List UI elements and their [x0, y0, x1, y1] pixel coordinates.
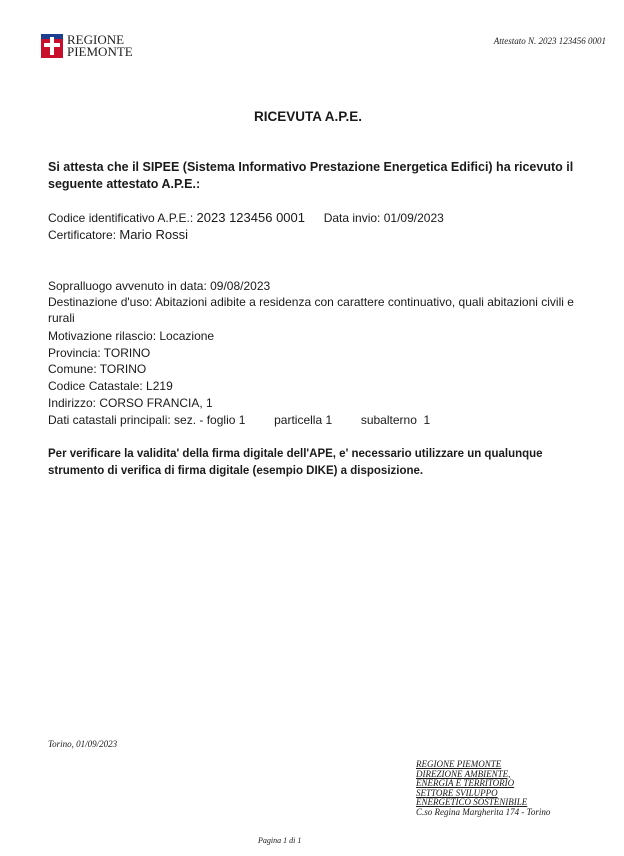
logo-line-2: PIEMONTE [67, 44, 133, 59]
footer-addr-3: ENERGIA E TERRITORIO [416, 778, 515, 788]
codice-label: Codice identificativo A.P.E.: [48, 211, 194, 225]
certificatore-line [48, 227, 188, 243]
certificatore-value: Mario Rossi [119, 227, 188, 242]
attestato-number: Attestato N. 2023 123456 0001 [493, 36, 606, 46]
destinazione-line: Destinazione d'uso: Abitazioni adibite a residenza con carattere continuativo, quali abitazioni civili e rurali [48, 295, 574, 325]
sopralluogo-line: Sopralluogo avvenuto in data: 09/08/2023 [48, 279, 271, 293]
comune-line: Comune: TORINO [48, 362, 147, 376]
dati-catastali-line [48, 412, 430, 428]
codice-value: 2023 123456 0001 [196, 210, 305, 225]
data-invio-value: 01/09/2023 [383, 211, 444, 225]
verification-notice: Per verificare la validita' della firma digitale dell'APE, e' necessario utilizzare un qualunque strumento di verifica di firma digitale (esempio DIKE) a disposizione. [48, 448, 543, 477]
motivazione-line: Motivazione rilascio: Locazione [48, 329, 215, 343]
dati-catastali-label: Dati catastali principali: sez. - foglio 1 [48, 413, 246, 427]
subalterno-value: subalterno 1 [360, 413, 431, 427]
indirizzo-line: Indirizzo: CORSO FRANCIA, 1 [48, 396, 213, 410]
footer-address [416, 760, 550, 817]
particella-value: particella 1 [274, 413, 333, 427]
footer-addr-4: SETTORE SVILUPPO [416, 787, 498, 798]
footer-date: Torino, 01/09/2023 [48, 739, 118, 749]
footer-addr-6: C.so Regina Margherita 174 - Torino [416, 806, 551, 817]
data-invio-label: Data invio: [323, 211, 381, 225]
regione-piemonte-logo [41, 34, 133, 58]
footer-addr-5: ENERGETICO SOSTENIBILE [416, 797, 528, 807]
page-title: RICEVUTA A.P.E. [253, 109, 363, 124]
intro-text: Si attesta che il SIPEE (Sistema Informativo Prestazione Energetica Edifici) ha ricevuto il seguente attestato A.P.E.: [48, 160, 574, 191]
footer-addr-2: DIREZIONE AMBIENTE, [416, 768, 511, 779]
page-number: Pagina 1 di 1 [258, 836, 302, 845]
codice-catastale-line: Codice Catastale: L219 [48, 379, 173, 393]
logo-text [67, 34, 133, 58]
coat-of-arms-icon [41, 34, 63, 58]
footer-addr-1: REGIONE PIEMONTE [416, 759, 502, 769]
codice-line [48, 210, 444, 226]
certificatore-label: Certificatore: [48, 228, 117, 242]
provincia-line: Provincia: TORINO [48, 346, 151, 360]
logo-line-1: REGIONE [67, 32, 125, 47]
